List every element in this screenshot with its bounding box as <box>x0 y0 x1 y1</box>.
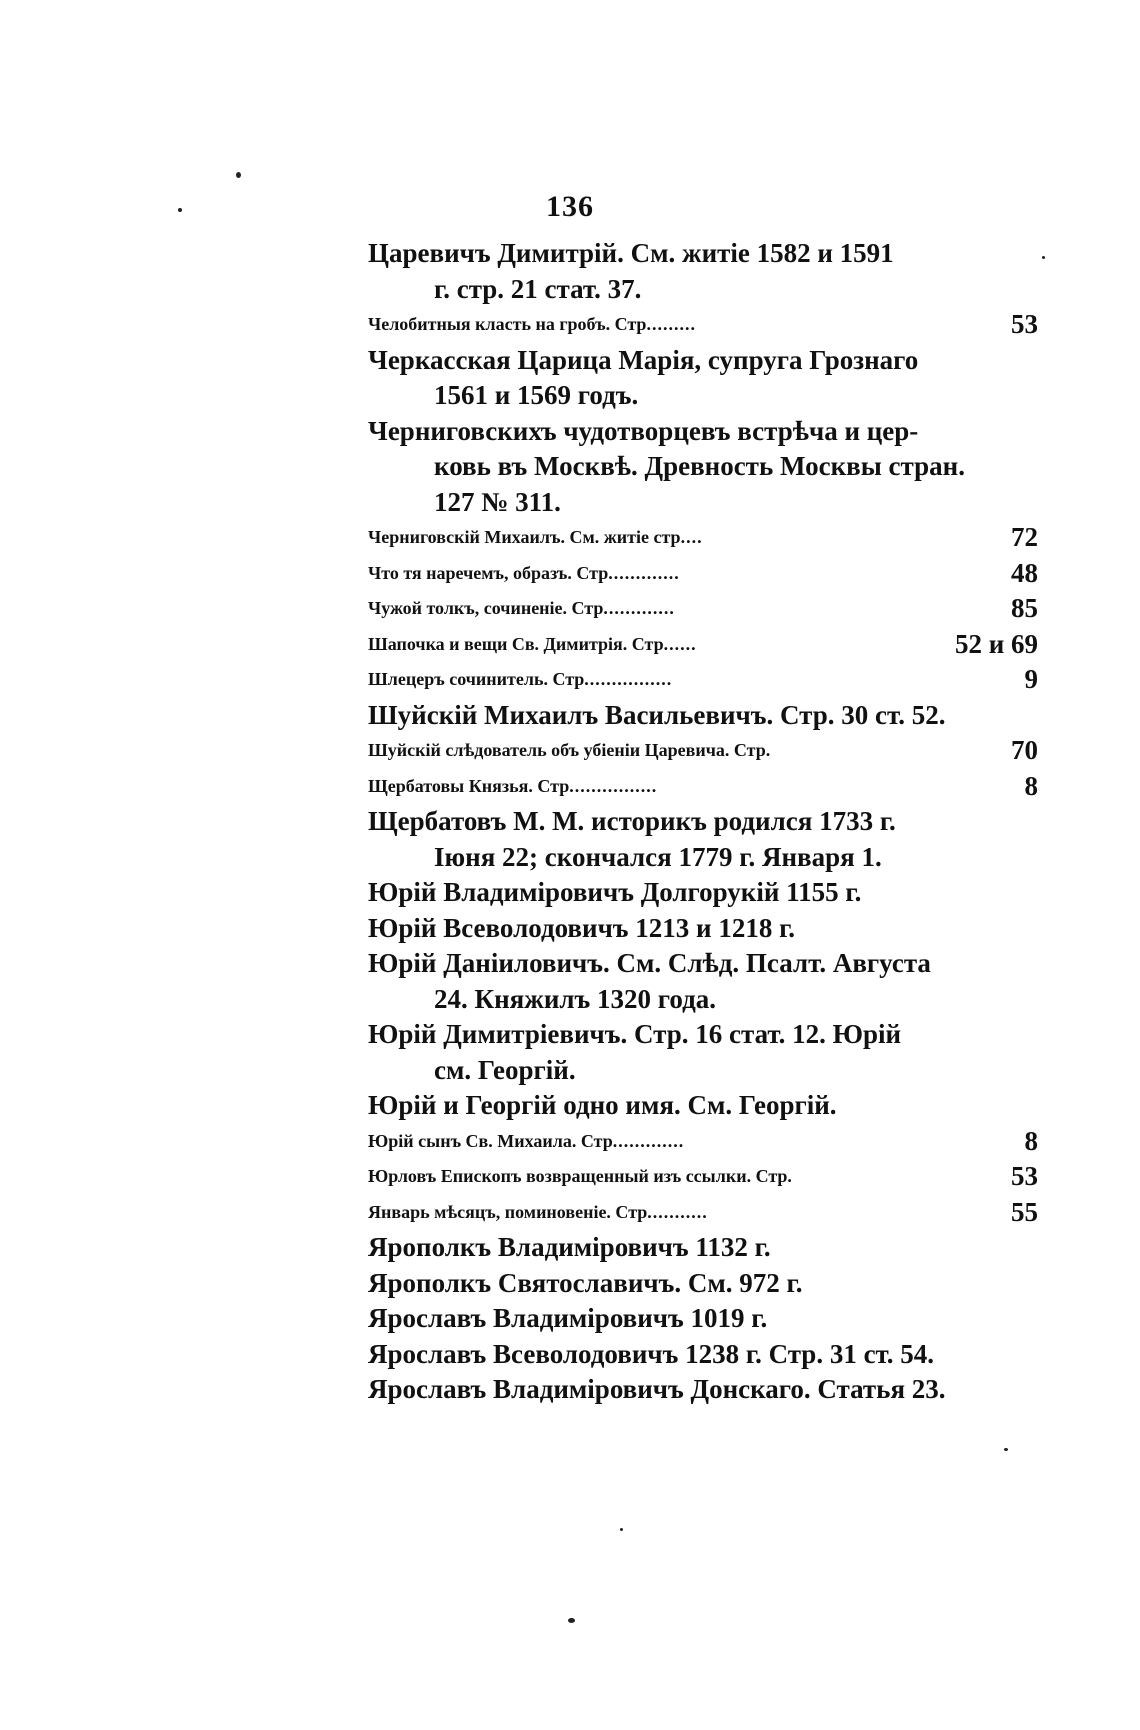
entry-continuation <box>368 840 1038 876</box>
entry-continuation <box>368 485 1038 521</box>
entry-line-text: Черкасская Царица Марія, супруга Грознаго <box>368 344 919 375</box>
index-entry <box>368 1088 1038 1124</box>
scan-speck <box>1004 1448 1008 1451</box>
entry-text <box>368 1266 1038 1302</box>
entry-continuation <box>368 982 1038 1018</box>
index-entry <box>368 1195 1038 1231</box>
index-list <box>368 236 1038 1408</box>
index-entry <box>368 414 1038 521</box>
index-entry <box>368 875 1038 911</box>
entry-line-text: Ярославъ Всеволодовичъ 1238 г. Стр. 31 ст. 54. <box>368 1338 935 1369</box>
index-entry <box>368 804 1038 875</box>
index-entry <box>368 911 1038 947</box>
scan-speck <box>568 1618 575 1623</box>
entry-line-text: Шуйскій слѣдователь объ убіеніи Царевича. Стр. <box>368 740 771 760</box>
entry-text <box>368 556 1038 592</box>
entry-line-text: Юрій Даніиловичъ. См. Слѣд. Псалт. Августа <box>368 948 931 978</box>
page-reference: 9 <box>1024 664 1038 694</box>
entry-text <box>368 236 1038 272</box>
dot-leader: ............. <box>603 598 675 618</box>
index-entry <box>368 946 1038 1017</box>
entry-line-text: Шуйскій Михаилъ Васильевичъ. Стр. 30 ст. 52. <box>368 699 946 730</box>
entry-continuation <box>368 449 1038 485</box>
scan-speck <box>1042 256 1045 259</box>
dot-leader: ............. <box>608 562 680 583</box>
page-reference: 48 <box>1011 557 1038 588</box>
index-entry <box>368 591 1038 627</box>
entry-text <box>368 1337 1038 1373</box>
index-entry <box>368 769 1038 805</box>
entry-line-text: 24. Княжилъ 1320 года. <box>434 983 716 1014</box>
entry-text <box>368 946 1038 982</box>
entry-line-text: Шлецеръ сочинитель. Стр <box>368 669 585 689</box>
entry-text <box>368 1088 1038 1124</box>
entry-text <box>368 307 1038 343</box>
entry-line-text: Юрій Владиміровичъ Долгорукій 1155 г. <box>368 877 862 907</box>
page-reference: 55 <box>1011 1196 1038 1227</box>
scan-speck <box>620 1528 623 1531</box>
entry-text <box>368 1159 1038 1195</box>
entry-text <box>368 804 1038 840</box>
entry-text <box>368 1301 1038 1337</box>
index-entry <box>368 343 1038 414</box>
index-entry <box>368 1337 1038 1373</box>
entry-continuation <box>368 272 1038 308</box>
entry-text <box>368 911 1038 947</box>
page-reference: 8 <box>1024 1125 1038 1156</box>
entry-line-text: Черниговскій Михаилъ. См. житіе стр <box>368 527 681 547</box>
entry-continuation <box>368 1053 1038 1089</box>
entry-line-text: Щербатовъ М. М. историкъ родился 1733 г. <box>368 806 896 836</box>
entry-line-text: Ярославъ Владиміровичъ Донскаго. Статья 23. <box>368 1374 946 1404</box>
page-number: 136 <box>546 190 594 223</box>
dot-leader: ................ <box>569 775 658 796</box>
entry-line-text: Январь мѣсяцъ, поминовеніе. Стр <box>368 1201 648 1222</box>
entry-text <box>368 1124 1038 1160</box>
entry-text <box>368 698 1038 734</box>
entry-line-text: Чужой толкъ, сочиненіе. Стр <box>368 598 604 618</box>
entry-line-text: Юрловъ Епископъ возвращенный изъ ссылки. Стр. <box>368 1166 792 1186</box>
entry-line-text: Щербатовы Князья. Стр <box>368 775 570 796</box>
page-reference: 8 <box>1024 770 1038 801</box>
dot-leader: .... <box>680 527 703 547</box>
entry-text <box>368 343 1038 379</box>
index-entry <box>368 236 1038 307</box>
entry-line-text: Челобитныя класть на гробъ. Стр <box>368 314 647 334</box>
entry-line-text: Черниговскихъ чудотворцевъ встрѣча и цер- <box>368 415 919 446</box>
entry-text <box>368 769 1038 805</box>
entry-line-text: Юрій Димитріевичъ. Стр. 16 стат. 12. Юрій <box>368 1019 902 1049</box>
entry-text <box>368 591 1038 627</box>
entry-text <box>368 1230 1038 1266</box>
page-reference: 53 <box>1011 1161 1038 1191</box>
entry-text <box>368 1195 1038 1231</box>
entry-line-text: Юрій и Георгій одно имя. См. Георгій. <box>368 1090 837 1120</box>
page-reference: 85 <box>1011 593 1038 623</box>
index-entry <box>368 1159 1038 1195</box>
entry-text <box>368 414 1038 450</box>
page-reference: 72 <box>1011 522 1038 552</box>
index-entry <box>368 1124 1038 1160</box>
entry-line-text: см. Георгій. <box>434 1054 576 1085</box>
dot-leader: ......... <box>646 314 696 334</box>
index-entry <box>368 307 1038 343</box>
entry-text <box>368 1372 1038 1408</box>
entry-continuation <box>368 378 1038 414</box>
dot-leader: ........... <box>647 1201 708 1222</box>
index-entry <box>368 662 1038 698</box>
entry-line-text: г. стр. 21 стат. 37. <box>434 273 642 304</box>
entry-line-text: Ярополкъ Святославичъ. См. 972 г. <box>368 1267 803 1298</box>
entry-line-text: Царевичъ Димитрій. См. житіе 1582 и 1591 <box>368 238 894 268</box>
entry-text <box>368 733 1038 769</box>
entry-text <box>368 875 1038 911</box>
index-entry <box>368 698 1038 734</box>
entry-text <box>368 520 1038 556</box>
entry-line-text: Что тя наречемъ, образъ. Стр <box>368 562 609 583</box>
index-entry <box>368 520 1038 556</box>
entry-line-text: Іюня 22; скончался 1779 г. Января 1. <box>434 841 882 872</box>
scan-speck <box>236 172 241 178</box>
page-reference: 53 <box>1011 309 1038 339</box>
page-reference: 70 <box>1011 735 1038 765</box>
entry-line-text: 127 № 311. <box>434 486 561 517</box>
entry-text <box>368 1017 1038 1053</box>
index-entry <box>368 1372 1038 1408</box>
dot-leader: ................ <box>584 669 673 689</box>
dot-leader: ...... <box>663 633 697 654</box>
index-entry <box>368 1017 1038 1088</box>
index-entry <box>368 627 1038 663</box>
scan-speck <box>178 208 182 212</box>
index-entry <box>368 1301 1038 1337</box>
entry-line-text: ковь въ Москвѣ. Древность Москвы стран. <box>434 451 965 481</box>
entry-line-text: Юрій Всеволодовичъ 1213 и 1218 г. <box>368 912 796 943</box>
entry-line-text: Шапочка и вещи Св. Димитрія. Стр <box>368 633 664 654</box>
entry-text <box>368 627 1038 663</box>
entry-line-text: Юрій сынъ Св. Михаила. Стр <box>368 1130 613 1151</box>
entry-text <box>368 662 1038 698</box>
page-reference: 52 и 69 <box>954 628 1038 659</box>
index-entry <box>368 1230 1038 1266</box>
entry-line-text: Ярополкъ Владиміровичъ 1132 г. <box>368 1232 771 1262</box>
index-entry <box>368 1266 1038 1302</box>
index-entry <box>368 733 1038 769</box>
dot-leader: ............. <box>612 1130 685 1151</box>
entry-line-text: Ярославъ Владиміровичъ 1019 г. <box>368 1303 768 1333</box>
index-entry <box>368 556 1038 592</box>
entry-line-text: 1561 и 1569 годъ. <box>434 380 639 410</box>
